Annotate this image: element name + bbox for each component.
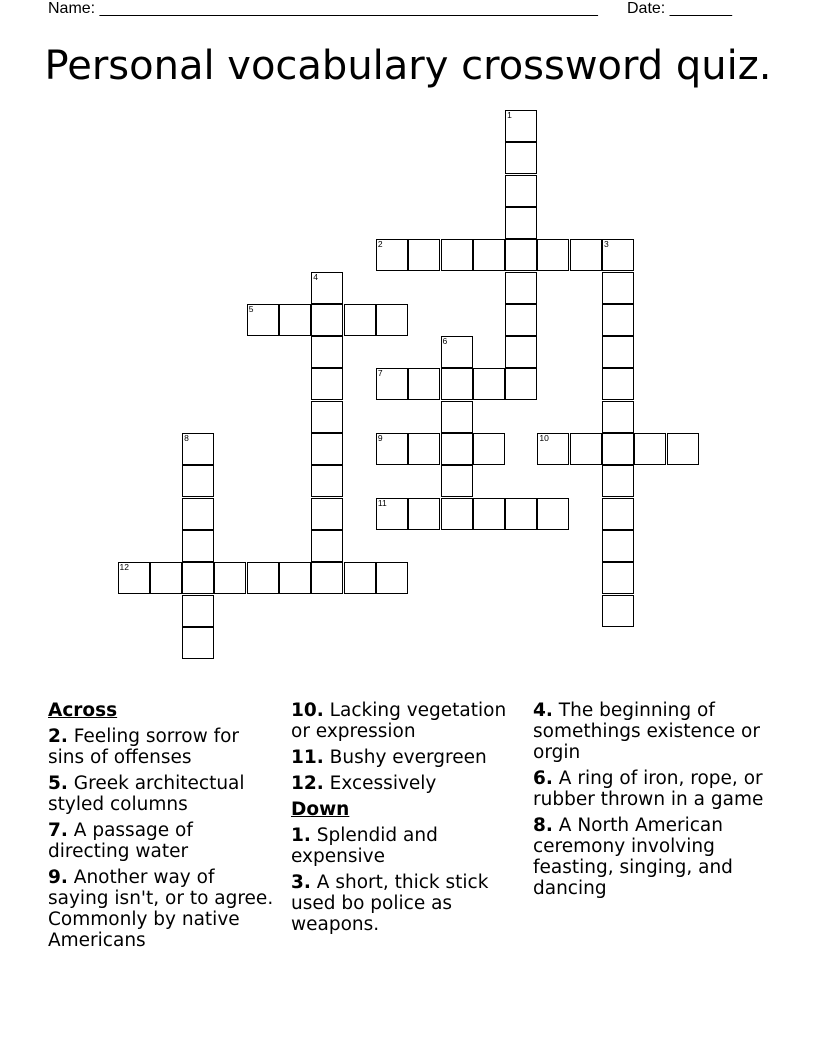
clue-text: Another way of saying isn't, or to agree. Commonly by native Americans	[48, 867, 274, 951]
crossword-cell[interactable]	[182, 627, 214, 659]
crossword-cell[interactable]	[602, 368, 634, 400]
clue-text: Excessively	[329, 773, 437, 794]
crossword-cell[interactable]	[311, 401, 343, 433]
crossword-cell[interactable]	[537, 433, 569, 465]
crossword-cell[interactable]	[376, 304, 408, 336]
clue-text: Lacking vegetation or expression	[291, 700, 507, 742]
clue-text: Feeling sorrow for sins of offenses	[48, 726, 240, 768]
crossword-cell[interactable]	[602, 239, 634, 271]
crossword-cell[interactable]	[311, 530, 343, 562]
crossword-cell[interactable]	[473, 498, 505, 530]
cell-number: 11	[377, 497, 387, 508]
crossword-cell[interactable]	[247, 304, 279, 336]
crossword-cell[interactable]	[408, 433, 440, 465]
cell-number: 2	[377, 239, 383, 250]
crossword-cell[interactable]	[505, 336, 537, 368]
crossword-cell[interactable]	[376, 562, 408, 594]
crossword-cell[interactable]	[376, 239, 408, 271]
clue-across-7	[48, 820, 280, 862]
crossword-cell[interactable]	[376, 498, 408, 530]
cell-number: 5	[248, 303, 254, 314]
crossword-cell[interactable]	[537, 498, 569, 530]
crossword-cell[interactable]	[182, 433, 214, 465]
crossword-cell[interactable]	[602, 530, 634, 562]
crossword-cell[interactable]	[408, 368, 440, 400]
clue-number: 12.	[291, 773, 324, 794]
crossword-cell[interactable]	[602, 336, 634, 368]
crossword-cell[interactable]	[570, 239, 602, 271]
clue-number: 7.	[48, 820, 68, 841]
cell-number: 9	[377, 433, 383, 443]
clue-down-1	[291, 825, 523, 867]
crossword-cell[interactable]	[505, 175, 537, 207]
crossword-cell[interactable]	[473, 433, 505, 465]
crossword-cell[interactable]	[602, 433, 634, 465]
cell-number: 6	[442, 336, 448, 347]
crossword-cell[interactable]	[667, 433, 699, 465]
clue-number: 6.	[533, 768, 553, 789]
crossword-cell[interactable]	[602, 272, 634, 304]
crossword-cell[interactable]	[118, 562, 150, 594]
clue-number: 11.	[291, 747, 324, 768]
clue-text: The beginning of somethings existence or orgin	[533, 700, 760, 763]
crossword-cell[interactable]	[602, 465, 634, 497]
crossword-cell[interactable]	[441, 465, 473, 497]
crossword-cell[interactable]	[311, 562, 343, 594]
crossword-cell[interactable]	[505, 272, 537, 304]
clue-down-4	[533, 700, 765, 763]
clue-across-5	[48, 773, 280, 815]
crossword-cell[interactable]	[602, 562, 634, 594]
crossword-cell[interactable]	[505, 142, 537, 174]
crossword-cell[interactable]	[182, 562, 214, 594]
crossword-cell[interactable]	[311, 433, 343, 465]
crossword-cell[interactable]	[311, 498, 343, 530]
crossword-cell[interactable]	[182, 465, 214, 497]
crossword-cell[interactable]	[311, 368, 343, 400]
cell-number: 4	[313, 271, 319, 282]
crossword-cell[interactable]	[473, 239, 505, 271]
clue-number: 9.	[48, 867, 68, 888]
crossword-cell[interactable]	[182, 595, 214, 627]
date-field-label: Date: _______	[627, 0, 732, 17]
crossword-cell[interactable]	[602, 595, 634, 627]
crossword-cell[interactable]	[376, 433, 408, 465]
crossword-cell[interactable]	[537, 239, 569, 271]
cell-number: 3	[604, 239, 609, 250]
clue-number: 5.	[48, 773, 68, 794]
crossword-cell[interactable]	[311, 336, 343, 368]
clue-text: A passage of directing water	[48, 820, 193, 862]
crossword-cell[interactable]	[505, 110, 537, 142]
crossword-cell[interactable]	[408, 239, 440, 271]
crossword-cell[interactable]	[311, 272, 343, 304]
clue-text: A short, thick stick used bo police as weapons.	[291, 872, 489, 935]
clue-down-3	[291, 872, 523, 935]
crossword-cell[interactable]	[473, 368, 505, 400]
crossword-cell[interactable]	[505, 304, 537, 336]
clues-column-2	[291, 700, 523, 940]
crossword-cell[interactable]	[247, 562, 279, 594]
crossword-cell[interactable]	[441, 239, 473, 271]
crossword-cell[interactable]	[182, 498, 214, 530]
clue-number: 4.	[533, 700, 553, 721]
clue-number: 8.	[533, 815, 553, 836]
clue-text: Greek architectual styled columns	[48, 773, 245, 815]
clue-down-8	[533, 815, 765, 899]
crossword-cell[interactable]	[182, 530, 214, 562]
crossword-cell[interactable]	[602, 401, 634, 433]
crossword-cell[interactable]	[634, 433, 666, 465]
crossword-cell[interactable]	[570, 433, 602, 465]
crossword-cell[interactable]	[505, 239, 537, 271]
crossword-cell[interactable]	[311, 465, 343, 497]
clues-column-3	[533, 700, 765, 904]
crossword-cell[interactable]	[311, 304, 343, 336]
crossword-cell[interactable]	[344, 304, 376, 336]
crossword-cell[interactable]	[505, 207, 537, 239]
crossword-cell[interactable]	[441, 498, 473, 530]
crossword-cell[interactable]	[408, 498, 440, 530]
clue-across-10	[291, 700, 523, 742]
clue-number: 1.	[291, 825, 311, 846]
name-field-label: Name: ________________________________________________________	[48, 0, 598, 17]
crossword-cell[interactable]	[376, 368, 408, 400]
crossword-cell[interactable]	[602, 498, 634, 530]
clue-across-12	[291, 773, 523, 794]
clue-text: A ring of iron, rope, or rubber thrown in a game	[533, 768, 764, 810]
cell-number: 10	[539, 433, 549, 443]
cell-number: 1	[507, 110, 512, 120]
cell-number: 8	[184, 433, 189, 443]
crossword-cell[interactable]	[214, 562, 246, 594]
down-heading: Down	[291, 799, 350, 820]
page-title: Personal vocabulary crossword quiz.	[44, 43, 772, 89]
crossword-cell[interactable]	[505, 368, 537, 400]
crossword-cell[interactable]	[505, 498, 537, 530]
across-heading: Across	[48, 700, 118, 721]
cell-number: 12	[119, 562, 129, 573]
crossword-cell[interactable]	[150, 562, 182, 594]
crossword-cell[interactable]	[441, 401, 473, 433]
clue-text: A North American ceremony involving feasting, singing, and dancing	[533, 815, 733, 899]
crossword-cell[interactable]	[441, 336, 473, 368]
clue-number: 10.	[291, 700, 324, 721]
clue-down-6	[533, 768, 765, 810]
crossword-cell[interactable]	[344, 562, 376, 594]
crossword-cell[interactable]	[602, 304, 634, 336]
clue-text: Splendid and expensive	[291, 825, 438, 867]
cell-number: 7	[377, 368, 383, 379]
clue-text: Bushy evergreen	[329, 747, 487, 768]
clue-across-2	[48, 726, 280, 768]
clue-across-9	[48, 867, 280, 951]
crossword-cell[interactable]	[441, 368, 473, 400]
clue-across-11	[291, 747, 523, 768]
crossword-cell[interactable]	[441, 433, 473, 465]
clue-number: 3.	[291, 872, 311, 893]
clue-number: 2.	[48, 726, 68, 747]
crossword-cell[interactable]	[279, 304, 311, 336]
clues-column-1	[48, 700, 280, 956]
crossword-cell[interactable]	[279, 562, 311, 594]
